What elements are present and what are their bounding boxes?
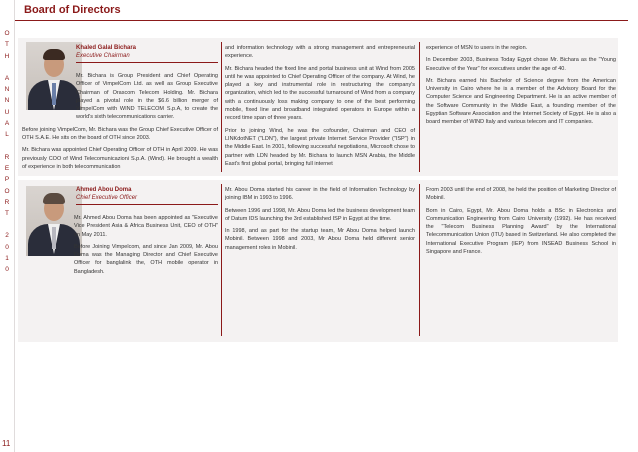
bio-paragraph: Mr. Abou Doma started his career in the field of Information Technology by joining IBM in 1993 to 1996. — [225, 187, 415, 202]
side-rail-text — [1, 28, 13, 276]
side-rail — [0, 0, 15, 452]
member-role: Chief Executive Officer — [76, 195, 138, 201]
bio-paragraph: Mr. Bichara is Group President and Chief Operating Officer of VimpelCom Ltd. as well as Group Executive Chairman of Orascom Telecom Holding. Mr. Bichara played a pivotal role in the $6.6 billion merger of VimpelCom with WIND TELECOM S.p.A, to create the world's sixth telecommunications carrier. — [76, 73, 218, 121]
bio-paragraph: Mr. Bichara was appointed Chief Operating Officer of OTH in April 2009. He was previously COO of Wind Telecomunicazioni S.p.A. (Wind). He brought a wealth of experience in both telecommunication — [22, 147, 218, 170]
side-letter: 1 — [5, 255, 9, 263]
side-letter: L — [5, 131, 9, 139]
name-rule — [76, 204, 218, 205]
bio-paragraph: Mr. Bichara earned his Bachelor of Science degree from the American University in Cairo where he is a member of the Advisory Board for the Computer Science and Engineering Department. He is an active member of the Software Community in the Middle East, a founding member of the Egyptian Software Association and the Internet Society of Egypt. He is also a board member of WIND Italy and various telecom and IT companies. — [426, 77, 616, 126]
page-title: Board of Directors — [24, 4, 121, 16]
side-letter: O — [4, 187, 10, 195]
page-number: 11 — [2, 439, 11, 448]
member-role: Executive Chairman — [76, 53, 130, 59]
side-letter: R — [4, 198, 10, 206]
side-letter: 0 — [5, 243, 9, 251]
bio-column-1 — [22, 72, 218, 175]
side-letter: U — [4, 108, 10, 116]
side-letter: 0 — [5, 266, 9, 274]
bio-paragraph: Before joining VimpelCom, Mr. Bichara was the Group Chief Executive Officer of OTH S.A.E. He sits on the board of OTH since 2003. — [22, 126, 218, 142]
bio-paragraph: experience of MSN to users in the region. — [426, 45, 528, 51]
member-card-bichara — [18, 38, 618, 176]
column-divider — [419, 184, 420, 336]
name-rule — [76, 62, 218, 63]
side-letter: P — [4, 176, 10, 184]
member-card-abou-doma — [18, 180, 618, 342]
side-letter: N — [4, 86, 10, 94]
side-letter: N — [4, 97, 10, 105]
bio-column-2 — [225, 44, 415, 172]
bio-paragraph: In December 2003, Business Today Egypt chose Mr. Bichara as the "Young Executive of the Year" for executives under the age of 40. — [426, 57, 616, 72]
side-letter: A — [4, 120, 10, 128]
side-letter: 2 — [5, 232, 9, 240]
bio-paragraph: From 2003 until the end of 2008, he held the position of Marketing Director of Mobinil. — [426, 187, 616, 202]
column-divider — [221, 184, 222, 336]
side-letter: R — [4, 153, 10, 161]
column-divider — [419, 42, 420, 172]
member-name: Ahmed Abou Doma — [76, 187, 132, 193]
bio-column-3 — [426, 186, 616, 260]
side-letter: H — [4, 52, 10, 60]
bio-paragraph: Before Joining Vimpelcom, and since Jan 2009, Mr. Abou Doma was the Managing Director and Chief Executive Officer for banglalink the, OTH mobile operator in Bangladesh. — [74, 243, 218, 275]
bio-paragraph: Born in Cairo, Egypt, Mr. Abou Doma holds a BSc in Electronics and Communication Engineering from Cairo University (1992). He has received the "Telecom Business Planning Award" by the International Telecommunication Union (ITU) based in Switzerland. He also completed the International Executive Program (IEP) from INSEAD Business School in Singapore and France. — [426, 207, 616, 256]
bio-column-2 — [225, 186, 415, 256]
bio-paragraph: Mr. Bichara headed the fixed line and portal business unit at Wind from 2005 until he was appointed to Chief Operating Officer of the company. At Wind, he played a key and instrumental role in restructuring the company's organization, which led to the successful turnaround of Wind from a company with a continuously loss making company to one of the best performing mobile, fixed line and broadband integrated operators in Europe within a record time span of three years. — [225, 65, 415, 122]
side-letter: T — [5, 210, 9, 218]
bio-paragraph: Mr. Ahmed Abou Doma has been appointed as "Executive Vice President Asia & Africa Business Unit, CEO of OTH" on May 2011. — [74, 215, 218, 238]
bio-column-1 — [22, 214, 218, 284]
side-letter: O — [4, 30, 10, 37]
bio-paragraph: and information technology with a strong management and entrepreneurial experience. — [225, 45, 415, 60]
side-letter: T — [5, 41, 9, 49]
side-letter: A — [4, 74, 10, 82]
bio-paragraph: In 1998, and as part for the startup team, Mr Abou Doma helped launch Mobinil. Between 1998 and 2003, Mr Abou Doma held different senior management roles in Mobinil. — [225, 228, 415, 251]
bio-paragraph: Prior to joining Wind, he was the cofounder, Chairman and CEO of LINKdotNET ("LDN"), the largest private Internet Service Provider ("ISP") in the Middle East. In 2001, following successful negotiations, Microsoft chose to partner with LDN headed by Mr. Bichara to launch MSN Arabia, the Middle East's first global portal, bringing full internet — [225, 127, 415, 167]
bio-column-3 — [426, 44, 616, 131]
side-letter: E — [4, 164, 10, 172]
member-name: Khaled Galal Bichara — [76, 45, 137, 51]
title-rule — [15, 20, 628, 21]
bio-paragraph: Between 1996 and 1998, Mr. Abou Doma led the business development team of Datum IDS launching the 3rd established ISP in Egypt at the time. — [225, 207, 415, 222]
column-divider — [221, 42, 222, 172]
